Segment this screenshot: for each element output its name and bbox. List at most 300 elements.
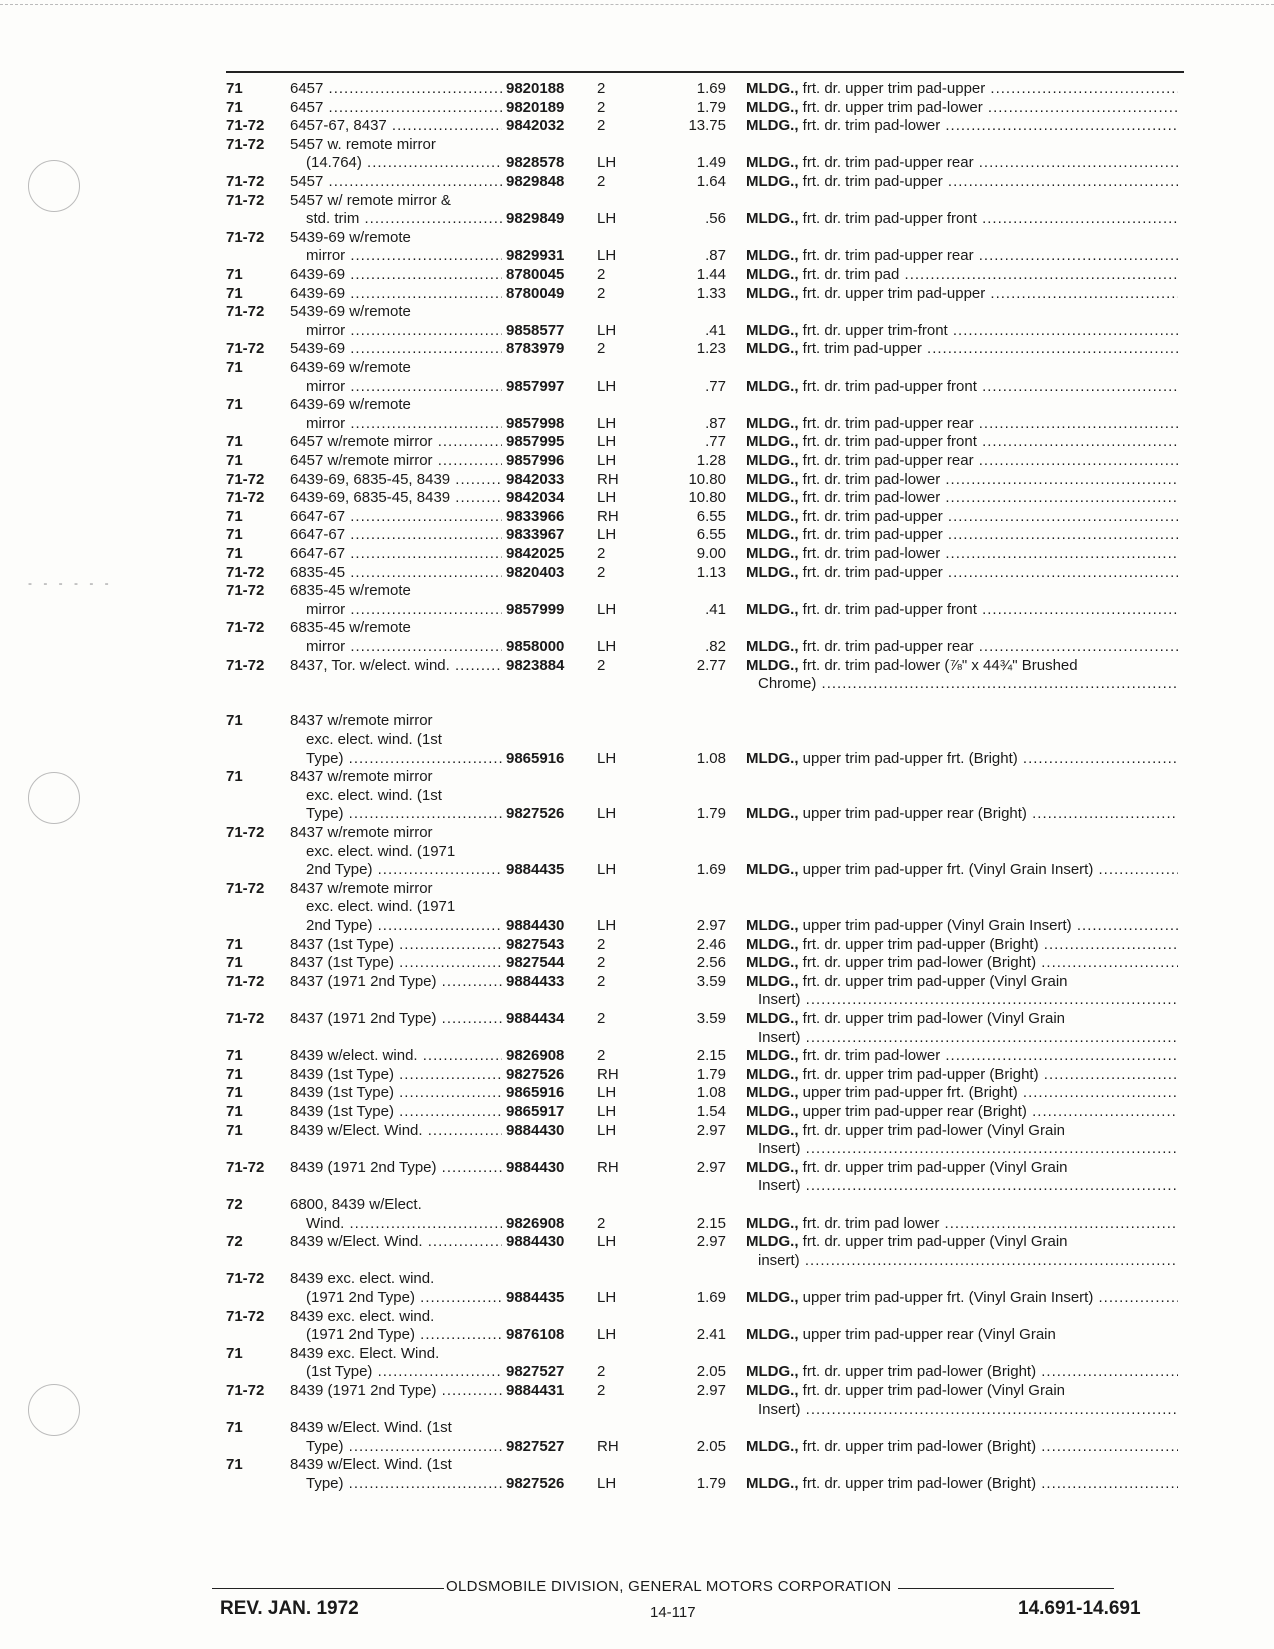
entry-line — [0, 805, 1274, 824]
entry-line — [0, 936, 1274, 955]
entry-line — [0, 415, 1274, 434]
part-description — [746, 1326, 1178, 1345]
list-price: 1.23 — [696, 340, 726, 358]
part-description — [746, 433, 1178, 452]
parts-entry — [0, 136, 1274, 173]
application-text: (1971 2nd Type) ..... — [306, 1289, 502, 1308]
description-prefix: MLDG., — [746, 414, 799, 432]
entry-line — [0, 378, 1274, 397]
part-description — [746, 564, 1178, 583]
part-number: 9842034 — [506, 489, 565, 507]
part-description — [746, 340, 1178, 359]
list-price: 1.54 — [696, 1103, 726, 1120]
application-text: 6835-45 ..... — [290, 564, 502, 583]
entry-line — [0, 861, 1274, 880]
description-text: frt. dr. upper trim-front — [802, 321, 948, 339]
application-text: Wind. ..... — [306, 1215, 502, 1234]
description-text: upper trim pad-upper frt. (Bright) — [802, 749, 1018, 767]
application-text: 8437 (1971 2nd Type) ..... — [290, 1010, 502, 1029]
parts-entry — [0, 936, 1274, 955]
list-price: 2.15 — [696, 1047, 726, 1065]
description-prefix: MLDG., — [746, 916, 799, 934]
entry-line — [0, 880, 1274, 899]
parts-entry — [0, 508, 1274, 527]
model-year: 71-72 — [226, 656, 265, 674]
quantity: LH — [597, 154, 617, 172]
quantity: LH — [597, 861, 617, 879]
parts-entry — [0, 657, 1274, 694]
quantity: LH — [597, 321, 617, 339]
list-price: 3.59 — [696, 1010, 726, 1027]
list-price: 2.97 — [696, 1382, 726, 1399]
part-number: 9884435 — [506, 861, 565, 879]
part-number: 9884433 — [506, 972, 565, 990]
description-prefix: MLDG., — [746, 1065, 799, 1083]
part-description — [746, 1233, 1178, 1252]
description-prefix: MLDG., — [746, 954, 799, 972]
description-text: upper trim pad-upper frt. (Vinyl Grain Insert) — [802, 861, 1094, 879]
entry-line — [0, 675, 1274, 694]
list-price: 2.77 — [696, 656, 726, 674]
part-description — [758, 991, 1178, 1010]
parts-entry — [0, 1270, 1274, 1307]
application-text: 6439-69 ..... — [290, 266, 502, 285]
part-description — [746, 415, 1178, 434]
quantity: LH — [597, 637, 617, 655]
application-text: 8437 (1971 2nd Type) ..... — [290, 973, 502, 992]
part-number: 9842033 — [506, 470, 565, 488]
application-text: 8439 (1st Type) ..... — [290, 1066, 502, 1085]
part-description — [746, 1215, 1178, 1234]
quantity: LH — [597, 377, 617, 395]
entry-line — [0, 247, 1274, 266]
part-description — [746, 489, 1178, 508]
description-prefix: MLDG., — [746, 80, 799, 97]
part-number: 9826908 — [506, 1214, 565, 1232]
application-text: exc. elect. wind. (1971 — [306, 898, 456, 916]
description-prefix: MLDG., — [746, 117, 799, 135]
application-text: 8439 (1971 2nd Type) ..... — [290, 1159, 502, 1178]
part-description — [746, 247, 1178, 266]
entry-line — [0, 768, 1274, 787]
application-text: 8437 (1st Type) ..... — [290, 936, 502, 955]
parts-entry — [0, 1382, 1274, 1419]
application-text: 8439 exc. Elect. Wind. — [290, 1344, 440, 1362]
application-text: 8439 (1971 2nd Type) ..... — [290, 1382, 502, 1401]
entry-line — [0, 173, 1274, 192]
application-text: mirror ..... — [306, 601, 502, 620]
description-text: frt. dr. trim pad-lower — [802, 489, 941, 507]
quantity: LH — [597, 1084, 617, 1102]
entry-line — [0, 657, 1274, 676]
description-prefix: MLDG., — [746, 1121, 799, 1139]
list-price: 2.41 — [696, 1326, 726, 1344]
entry-line — [0, 229, 1274, 248]
description-text: frt. dr. upper trim pad-upper (Vinyl Grain — [802, 972, 1068, 990]
entry-line — [0, 1401, 1274, 1420]
part-description — [746, 322, 1178, 341]
part-number: 9833966 — [506, 507, 565, 525]
part-number: 9857998 — [506, 414, 565, 432]
entry-line — [0, 1066, 1274, 1085]
parts-entry — [0, 1122, 1274, 1159]
entry-line — [0, 1215, 1274, 1234]
application-text: 8439 w/Elect. Wind. ..... — [290, 1233, 502, 1252]
application-text: 6457 w/remote mirror ..... — [290, 433, 502, 452]
part-description — [746, 117, 1178, 136]
part-number: 9842025 — [506, 545, 565, 562]
part-description — [746, 1159, 1178, 1178]
model-year: 71 — [226, 284, 243, 302]
parts-entry — [0, 1419, 1274, 1456]
model-year: 71-72 — [226, 1270, 265, 1288]
description-text: upper trim pad-upper rear (Vinyl Grain — [802, 1326, 1056, 1344]
model-year: 71 — [226, 1344, 243, 1362]
part-description — [746, 210, 1178, 229]
entry-line — [0, 991, 1274, 1010]
list-price: 1.79 — [696, 98, 726, 116]
quantity: 2 — [597, 656, 606, 674]
description-text: frt. trim pad-upper — [802, 340, 922, 358]
quantity: LH — [597, 1103, 617, 1120]
description-prefix: MLDG., — [746, 154, 799, 172]
list-price: 2.97 — [696, 1121, 726, 1139]
part-number: 9857996 — [506, 452, 565, 469]
quantity: 2 — [597, 1214, 606, 1232]
entry-line — [0, 1326, 1274, 1345]
description-text: frt. dr. trim pad-upper front — [802, 600, 977, 618]
quantity: LH — [597, 805, 617, 823]
list-price: 10.80 — [688, 470, 726, 488]
entry-line — [0, 340, 1274, 359]
entry-line — [0, 322, 1274, 341]
entry-line — [0, 1010, 1274, 1029]
description-text: frt. dr. trim pad-upper front — [802, 210, 977, 228]
description-prefix: MLDG., — [746, 600, 799, 618]
list-price: 9.00 — [696, 545, 726, 562]
entry-line — [0, 1103, 1274, 1122]
quantity: 2 — [597, 563, 606, 581]
quantity: 2 — [597, 1010, 606, 1027]
model-year: 71-72 — [226, 303, 265, 321]
quantity: RH — [597, 470, 619, 488]
list-price: 1.69 — [696, 1288, 726, 1306]
description-prefix: MLDG., — [746, 545, 799, 562]
model-year: 71-72 — [226, 117, 265, 135]
model-year: 71 — [226, 712, 243, 730]
application-text: 6439-69 w/remote — [290, 359, 411, 376]
application-text: 6439-69, 6835-45, 8439 ..... — [290, 471, 502, 490]
entry-line — [0, 508, 1274, 527]
description-text: frt. dr. trim pad-lower — [802, 545, 941, 562]
part-number: 9828578 — [506, 154, 565, 172]
application-text: 5457 w/ remote mirror & — [290, 191, 451, 209]
part-description — [758, 1401, 1178, 1420]
model-year: 71-72 — [226, 1307, 265, 1325]
parts-entry — [0, 340, 1274, 359]
part-number: 9842032 — [506, 117, 565, 135]
description-text: frt. dr. upper trim pad-upper (Vinyl Grain — [802, 1233, 1068, 1251]
entry-line — [0, 1438, 1274, 1457]
description-prefix: MLDG., — [746, 321, 799, 339]
page-number: 14-117 — [650, 1604, 696, 1621]
parts-entry — [0, 359, 1274, 396]
model-year: 71 — [226, 1065, 243, 1083]
entry-line — [0, 359, 1274, 378]
model-year: 71 — [226, 507, 243, 525]
description-text: frt. dr. trim pad-upper — [802, 507, 943, 525]
quantity: 2 — [597, 1382, 606, 1399]
quantity: 2 — [597, 173, 606, 190]
parts-entry — [0, 1159, 1274, 1196]
margin-marks: - - - - - - — [28, 576, 113, 590]
description-text: frt. dr. trim pad-upper front — [802, 433, 977, 451]
application-text: 8437 (1st Type) ..... — [290, 954, 502, 973]
application-text: Type) ..... — [306, 1438, 502, 1457]
part-description — [746, 973, 1178, 992]
model-year: 71-72 — [226, 619, 265, 637]
model-year: 71-72 — [226, 340, 265, 358]
quantity: 2 — [597, 1363, 606, 1381]
quantity: LH — [597, 210, 617, 228]
model-year: 71 — [226, 545, 243, 562]
description-text: Insert) — [758, 1400, 801, 1418]
model-year: 71-72 — [226, 582, 265, 600]
part-description — [746, 601, 1178, 620]
entry-line — [0, 303, 1274, 322]
part-description — [746, 154, 1178, 173]
model-year: 71-72 — [226, 489, 265, 507]
parts-entry — [0, 1345, 1274, 1382]
description-prefix: MLDG., — [746, 805, 799, 823]
entry-line — [0, 1270, 1274, 1289]
model-year: 72 — [226, 1196, 243, 1213]
model-year: 71 — [226, 396, 243, 414]
description-text: Insert) — [758, 1140, 801, 1158]
parts-entry — [0, 1103, 1274, 1122]
model-year: 71-72 — [226, 1010, 265, 1027]
part-number: 9884430 — [506, 1158, 565, 1176]
model-year: 71-72 — [226, 879, 265, 897]
part-description — [746, 545, 1178, 564]
parts-entry — [0, 80, 1274, 99]
entry-line — [0, 787, 1274, 806]
part-number: 9820188 — [506, 80, 565, 97]
description-prefix: MLDG., — [746, 433, 799, 451]
application-text: 8439 exc. elect. wind. — [290, 1270, 435, 1288]
parts-entry — [0, 1084, 1274, 1103]
description-prefix: MLDG., — [746, 1233, 799, 1251]
description-prefix: MLDG., — [746, 470, 799, 488]
description-text: frt. dr. upper trim pad-upper — [802, 284, 986, 302]
parts-entry — [0, 1308, 1274, 1345]
parts-entry — [0, 1066, 1274, 1085]
model-year: 71 — [226, 1103, 243, 1120]
list-price: 2.05 — [696, 1437, 726, 1455]
application-text: mirror ..... — [306, 415, 502, 434]
parts-entry — [0, 266, 1274, 285]
parts-entry — [0, 582, 1274, 619]
quantity: 2 — [597, 954, 606, 972]
parts-entry — [0, 1233, 1274, 1270]
part-number: 9857997 — [506, 377, 565, 395]
parts-entry — [0, 471, 1274, 490]
quantity: LH — [597, 600, 617, 618]
description-text: upper trim pad-upper frt. (Bright) — [802, 1084, 1018, 1102]
description-text: frt. dr. trim pad-upper rear — [802, 247, 974, 265]
model-year: 72 — [226, 1233, 243, 1251]
description-text: frt. dr. trim pad lower — [802, 1214, 940, 1232]
quantity: RH — [597, 1158, 619, 1176]
application-text: 5457 ..... — [290, 173, 502, 192]
description-text: insert) — [758, 1251, 800, 1269]
quantity: LH — [597, 1233, 617, 1251]
quantity: 2 — [597, 266, 606, 283]
model-year: 71-72 — [226, 135, 265, 153]
model-year: 71 — [226, 1456, 243, 1474]
application-text: 8437, Tor. w/elect. wind. ..... — [290, 657, 502, 676]
model-year: 71 — [226, 98, 243, 116]
application-text: mirror ..... — [306, 247, 502, 266]
description-prefix: MLDG., — [746, 266, 799, 283]
list-price: 10.80 — [688, 489, 726, 507]
quantity: 2 — [597, 80, 606, 97]
part-description — [746, 750, 1178, 769]
part-number: 9827527 — [506, 1437, 565, 1455]
description-prefix: MLDG., — [746, 452, 799, 469]
description-text: frt. dr. upper trim pad-lower (Vinyl Grain — [802, 1382, 1065, 1399]
part-description — [746, 1066, 1178, 1085]
model-year: 71 — [226, 80, 243, 97]
parts-entry — [0, 285, 1274, 304]
entry-line — [0, 452, 1274, 471]
part-number: 9820189 — [506, 98, 565, 116]
part-description — [746, 1289, 1178, 1308]
application-text: std. trim ..... — [306, 210, 502, 229]
quantity: LH — [597, 247, 617, 265]
quantity: 2 — [597, 935, 606, 953]
application-text: 8439 (1st Type) ..... — [290, 1103, 502, 1122]
description-text: frt. dr. trim pad — [802, 266, 900, 283]
part-description — [758, 1252, 1178, 1271]
quantity: RH — [597, 1437, 619, 1455]
part-number: 9827526 — [506, 1065, 565, 1083]
list-price: 2.46 — [696, 935, 726, 953]
part-description — [746, 285, 1178, 304]
list-price: .41 — [705, 600, 726, 618]
entry-line — [0, 1382, 1274, 1401]
part-number: 9829849 — [506, 210, 565, 228]
description-text: upper trim pad-upper rear (Bright) — [802, 805, 1027, 823]
application-text: 6457-67, 8437 ..... — [290, 117, 502, 136]
quantity: 2 — [597, 340, 606, 358]
list-price: 2.97 — [696, 1233, 726, 1251]
quantity: LH — [597, 1121, 617, 1139]
part-number: 9833967 — [506, 526, 565, 544]
part-number: 9865916 — [506, 749, 565, 767]
quantity: LH — [597, 452, 617, 469]
description-text: upper trim pad-upper frt. (Vinyl Grain Insert) — [802, 1288, 1094, 1306]
parts-entry — [0, 99, 1274, 118]
entry-line — [0, 266, 1274, 285]
entry-line — [0, 396, 1274, 415]
part-number: 9820403 — [506, 563, 565, 581]
entry-line — [0, 1456, 1274, 1475]
application-text: 8439 w/Elect. Wind. (1st — [290, 1419, 452, 1437]
list-price: 2.15 — [696, 1214, 726, 1232]
description-text: frt. dr. trim pad-lower (⅞" x 44¾" Brushed — [802, 656, 1078, 674]
entry-line — [0, 712, 1274, 731]
model-year: 71-72 — [226, 470, 265, 488]
part-description — [746, 1047, 1178, 1066]
list-price: 1.13 — [696, 563, 726, 581]
part-description — [746, 861, 1178, 880]
application-text: 8439 w/Elect. Wind. ..... — [290, 1122, 502, 1141]
list-price: 1.08 — [696, 1084, 726, 1102]
parts-entry — [0, 489, 1274, 508]
parts-entry — [0, 1196, 1274, 1233]
quantity: LH — [597, 916, 617, 934]
application-text: mirror ..... — [306, 638, 502, 657]
entry-line — [0, 1122, 1274, 1141]
application-text: 8437 w/remote mirror — [290, 879, 433, 897]
application-text: 8437 w/remote mirror — [290, 768, 433, 786]
application-text: 8439 w/elect. wind. ..... — [290, 1047, 502, 1066]
entry-line — [0, 638, 1274, 657]
entry-line — [0, 601, 1274, 620]
description-prefix: MLDG., — [746, 210, 799, 228]
application-text: Type) ..... — [306, 750, 502, 769]
parts-entry — [0, 545, 1274, 564]
part-description — [746, 638, 1178, 657]
description-prefix: MLDG., — [746, 637, 799, 655]
description-text: Insert) — [758, 1177, 801, 1195]
quantity: LH — [597, 1326, 617, 1344]
application-text: 6439-69 w/remote — [290, 396, 411, 414]
quantity: 2 — [597, 117, 606, 135]
description-prefix: MLDG., — [746, 1214, 799, 1232]
model-year: 71-72 — [226, 1382, 265, 1399]
application-text: 6835-45 w/remote — [290, 619, 411, 637]
application-text: (1st Type) ..... — [306, 1363, 502, 1382]
description-text: frt. dr. upper trim pad-lower — [802, 98, 983, 116]
application-text: 2nd Type) ..... — [306, 917, 502, 936]
application-text: (1971 2nd Type) ..... — [306, 1326, 502, 1345]
entry-line — [0, 1196, 1274, 1215]
part-description — [758, 1029, 1178, 1048]
entry-line — [0, 99, 1274, 118]
part-description — [746, 917, 1178, 936]
description-prefix: MLDG., — [746, 656, 799, 674]
description-text: frt. dr. upper trim pad-upper (Bright) — [802, 1065, 1039, 1083]
description-prefix: MLDG., — [746, 507, 799, 525]
entry-line — [0, 731, 1274, 750]
quantity: LH — [597, 1288, 617, 1306]
list-price: 2.05 — [696, 1363, 726, 1381]
entry-line — [0, 843, 1274, 862]
model-year: 71 — [226, 526, 243, 544]
model-year: 71-72 — [226, 228, 265, 246]
part-number: 9827526 — [506, 1474, 565, 1492]
quantity: 2 — [597, 1047, 606, 1065]
entry-line — [0, 210, 1274, 229]
entry-line — [0, 582, 1274, 601]
description-text: frt. dr. trim pad-upper — [802, 563, 943, 581]
header-rule — [226, 71, 1184, 73]
part-number: 9827544 — [506, 954, 565, 972]
parts-entry — [0, 396, 1274, 433]
entry-line — [0, 433, 1274, 452]
